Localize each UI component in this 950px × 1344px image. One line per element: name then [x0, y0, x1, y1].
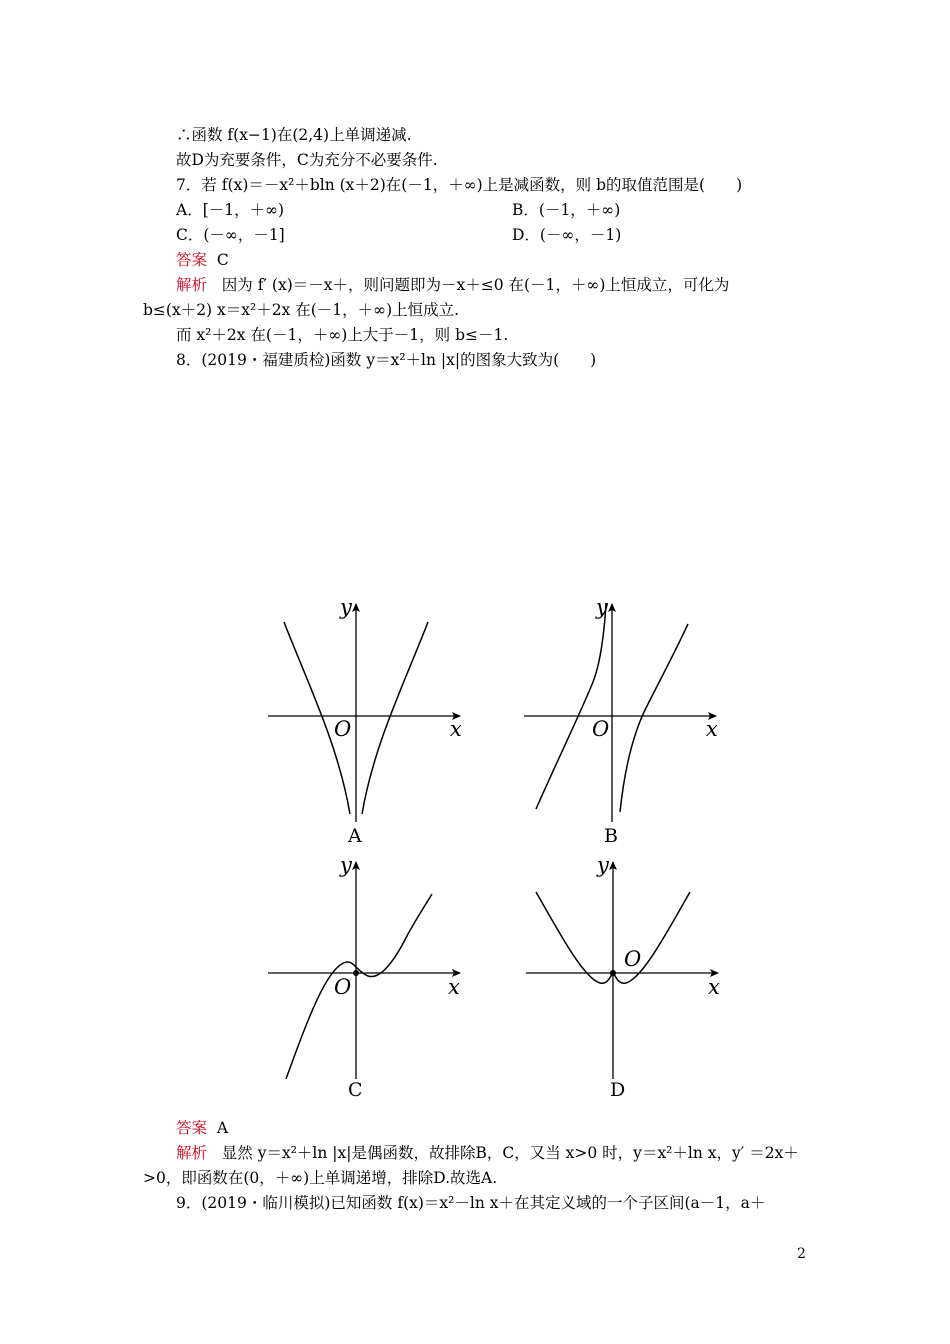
x-axis-label: x: [448, 975, 460, 999]
graph-panel-c: [268, 853, 460, 1101]
explanation-7: [176, 274, 729, 296]
origin-dot: [610, 970, 616, 976]
option-b: B．(－1，＋∞): [512, 201, 621, 219]
question-8: 8．(2019・福建质检)函数 y＝x²＋ln |x|的图象大致为( ): [176, 351, 597, 369]
explanation-label: 解析: [176, 1144, 208, 1162]
answer-8: [176, 1117, 228, 1139]
question-9: 9．(2019・临川模拟)已知函数 f(x)＝x²－ln x＋在其定义域的一个子区间(a－1，a＋: [176, 1194, 766, 1212]
explanation-8: [176, 1142, 799, 1164]
origin-label: O: [624, 947, 642, 971]
answer-value: A: [216, 1119, 229, 1137]
curve: [286, 894, 432, 1079]
y-axis-label: y: [596, 595, 608, 619]
origin-dot: [353, 970, 359, 976]
origin-label: O: [334, 717, 352, 741]
panel-caption: B: [604, 825, 618, 847]
option-a: A．[－1，＋∞): [176, 201, 285, 219]
origin-label: O: [334, 975, 352, 999]
option-d: D．(－∞，－1): [512, 226, 622, 244]
explanation-8-cont: >0，即函数在(0，＋∞)上单调递增，排除D.故选A.: [143, 1169, 498, 1187]
graph-panel-b: [524, 595, 718, 847]
curve-right: [620, 624, 688, 812]
y-axis-label: y: [340, 853, 352, 877]
graph-panel-d: [526, 853, 720, 1101]
graph-options-figure: [248, 574, 736, 1110]
y-axis-label: y: [340, 595, 352, 619]
origin-label: O: [592, 717, 610, 741]
answer-7: [176, 249, 229, 271]
answer-label: 答案: [176, 251, 208, 269]
explanation-label: 解析: [176, 276, 208, 294]
x-axis-label: x: [708, 975, 720, 999]
answer-value: C: [216, 251, 229, 269]
panel-caption: D: [610, 1079, 626, 1101]
page-number: 2: [797, 1246, 806, 1262]
option-c: C．(－∞，－1]: [176, 226, 285, 244]
panel-caption: C: [348, 1079, 363, 1101]
x-axis-label: x: [706, 717, 718, 741]
question-7: 7．若 f(x)＝－x²＋bln (x＋2)在(－1，＋∞)上是减函数，则 b的取值范围是( ): [176, 176, 743, 194]
explanation-7-cont: b≤(x＋2) x＝x²＋2x 在(－1，＋∞)上恒成立.: [143, 301, 460, 319]
explanation-7-end: 而 x²＋2x 在(－1，＋∞)上大于－1，则 b≤－1.: [176, 326, 509, 344]
curve-left: [536, 604, 606, 809]
text-line-1: ∴函数 f(x−1)在(2,4)上单调递减.: [176, 126, 412, 144]
text-line-2: 故D为充要条件，C为充分不必要条件.: [176, 151, 438, 169]
y-axis-label: y: [597, 853, 609, 877]
graph-panel-a: [268, 595, 462, 847]
panel-caption: A: [348, 825, 362, 847]
explanation-text: 因为 f′ (x)＝－x＋，则问题即为－x＋≤0 在(－1，＋∞)上恒成立，可化为: [221, 276, 730, 294]
curve-right: [362, 622, 428, 814]
x-axis-label: x: [450, 717, 462, 741]
explanation-text: 显然 y＝x²＋ln |x|是偶函数，故排除B，C，又当 x>0 时，y＝x²＋ln x，y′ ＝2x＋: [221, 1144, 799, 1162]
answer-label: 答案: [176, 1119, 208, 1137]
